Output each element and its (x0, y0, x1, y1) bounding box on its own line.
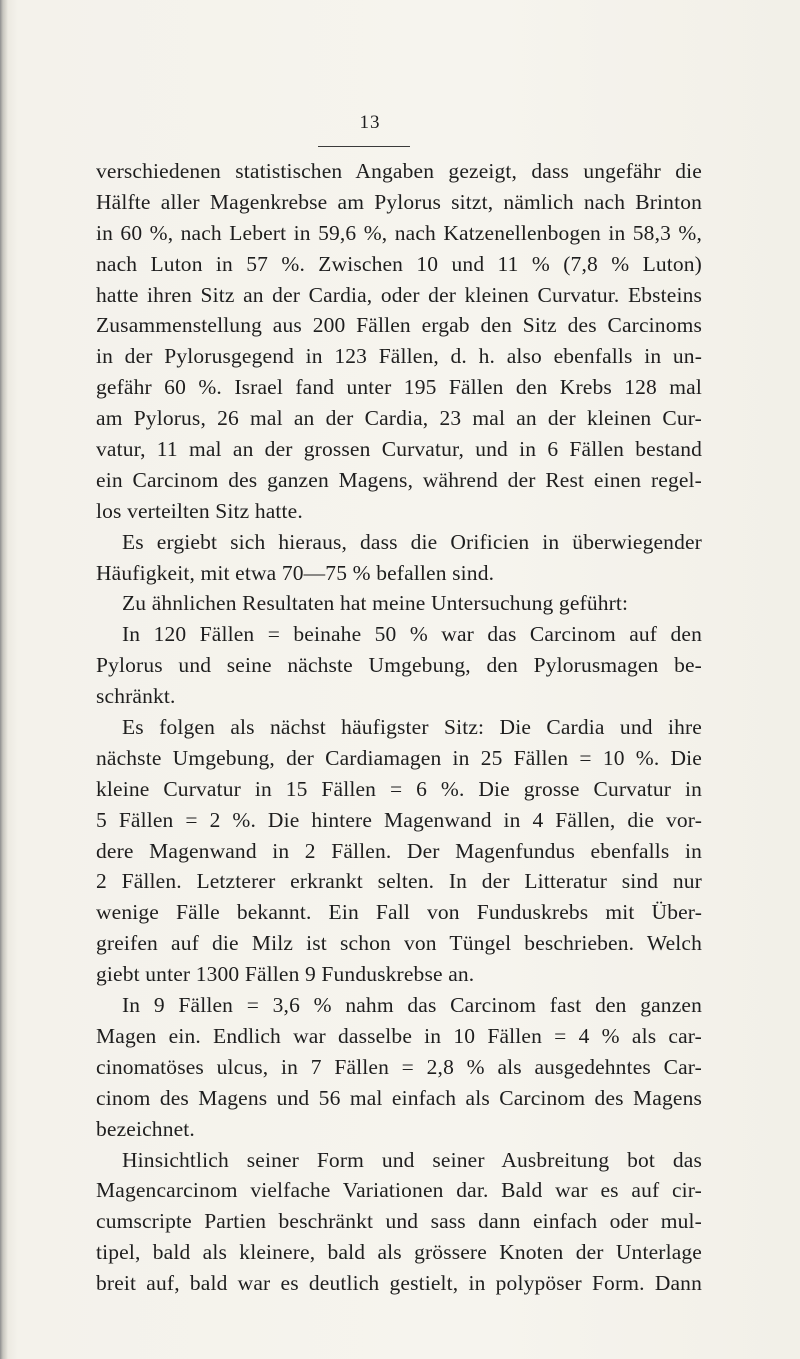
text-line: in 60 %, nach Lebert in 59,6 %, nach Katzenellenbogen in 58,3 %, (96, 220, 702, 245)
text-line: in der Pylorusgegend in 123 Fällen, d. h. also ebenfalls in un- (96, 344, 702, 369)
text-line: 2 Fällen. Letzterer erkrankt selten. In der Litteratur sind nur (96, 869, 702, 894)
text-line: 5 Fällen = 2 %. Die hintere Magenwand in 4 Fällen, die vor- (96, 807, 702, 832)
text-line: In 120 Fällen = beinahe 50 % war das Carcinom auf den (122, 622, 702, 647)
text-line: tipel, bald als kleinere, bald als grössere Knoten der Unterlage (96, 1240, 702, 1265)
text-line: nächste Umgebung, der Cardiamagen in 25 Fällen = 10 %. Die (96, 745, 702, 770)
text-line: Es folgen als nächst häufigster Sitz: Die Cardia und ihre (122, 715, 702, 740)
text-line: Es ergiebt sich hieraus, dass die Orificien in überwiegender (122, 529, 702, 554)
page-binding-edge (0, 0, 8, 1359)
text-line: verschiedenen statistischen Angaben gezeigt, dass ungefähr die (96, 159, 702, 183)
text-line: cumscripte Partien beschränkt und sass dann einfach oder mul- (96, 1209, 702, 1234)
text-line: greifen auf die Milz ist schon von Tüngel beschrieben. Welch (96, 931, 702, 956)
text-line: Zu ähnlichen Resultaten hat meine Untersuchung geführt: (122, 591, 629, 616)
body-text (96, 156, 702, 1299)
text-line: dere Magenwand in 2 Fällen. Der Magenfundus ebenfalls in (96, 838, 702, 863)
text-line: Magen ein. Endlich war dasselbe in 10 Fällen = 4 % als car- (96, 1023, 702, 1048)
page-number: 13 (359, 112, 381, 133)
text-line: In 9 Fällen = 3,6 % nahm das Carcinom fast den ganzen (122, 993, 702, 1018)
text-line: Häufigkeit, mit etwa 70—75 % befallen sind. (96, 560, 495, 585)
text-line: los verteilten Sitz hatte. (96, 498, 303, 523)
text-line: bezeichnet. (96, 1116, 195, 1141)
text-line: cinom des Magens und 56 mal einfach als Carcinom des Magens (96, 1085, 702, 1110)
text-line: kleine Curvatur in 15 Fällen = 6 %. Die grosse Curvatur in (96, 776, 702, 801)
text-line: Hinsichtlich seiner Form und seiner Ausbreitung bot das (122, 1147, 702, 1172)
text-line: Hälfte aller Magenkrebse am Pylorus sitzt, nämlich nach Brinton (96, 189, 702, 214)
text-line: wenige Fälle bekannt. Ein Fall von Funduskrebs mit Über- (96, 900, 702, 925)
text-line: am Pylorus, 26 mal an der Cardia, 23 mal an der kleinen Cur- (96, 406, 702, 431)
header-rule (318, 146, 410, 147)
text-line: vatur, 11 mal an der grossen Curvatur, und in 6 Fällen bestand (96, 437, 702, 462)
text-line: giebt unter 1300 Fällen 9 Funduskrebse an. (96, 962, 475, 987)
text-line: Zusammenstellung aus 200 Fällen ergab den Sitz des Carcinoms (96, 313, 702, 338)
text-line: gefähr 60 %. Israel fand unter 195 Fällen den Krebs 128 mal (96, 375, 702, 400)
text-line: Pylorus und seine nächste Umgebung, den Pylorusmagen be- (96, 653, 702, 678)
text-line: Magencarcinom vielfache Variationen dar. Bald war es auf cir- (96, 1178, 702, 1203)
text-line: breit auf, bald war es deutlich gestielt, in polypöser Form. Dann (96, 1271, 702, 1296)
text-line: nach Luton in 57 %. Zwischen 10 und 11 % (7,8 % Luton) (96, 251, 702, 276)
text-line: hatte ihren Sitz an der Cardia, oder der kleinen Curvatur. Ebsteins (96, 282, 702, 307)
text-line: cinomatöses ulcus, in 7 Fällen = 2,8 % als ausgedehntes Car- (96, 1054, 702, 1079)
text-line: ein Carcinom des ganzen Magens, während der Rest einen regel- (96, 467, 702, 492)
text-line: schränkt. (96, 684, 176, 709)
